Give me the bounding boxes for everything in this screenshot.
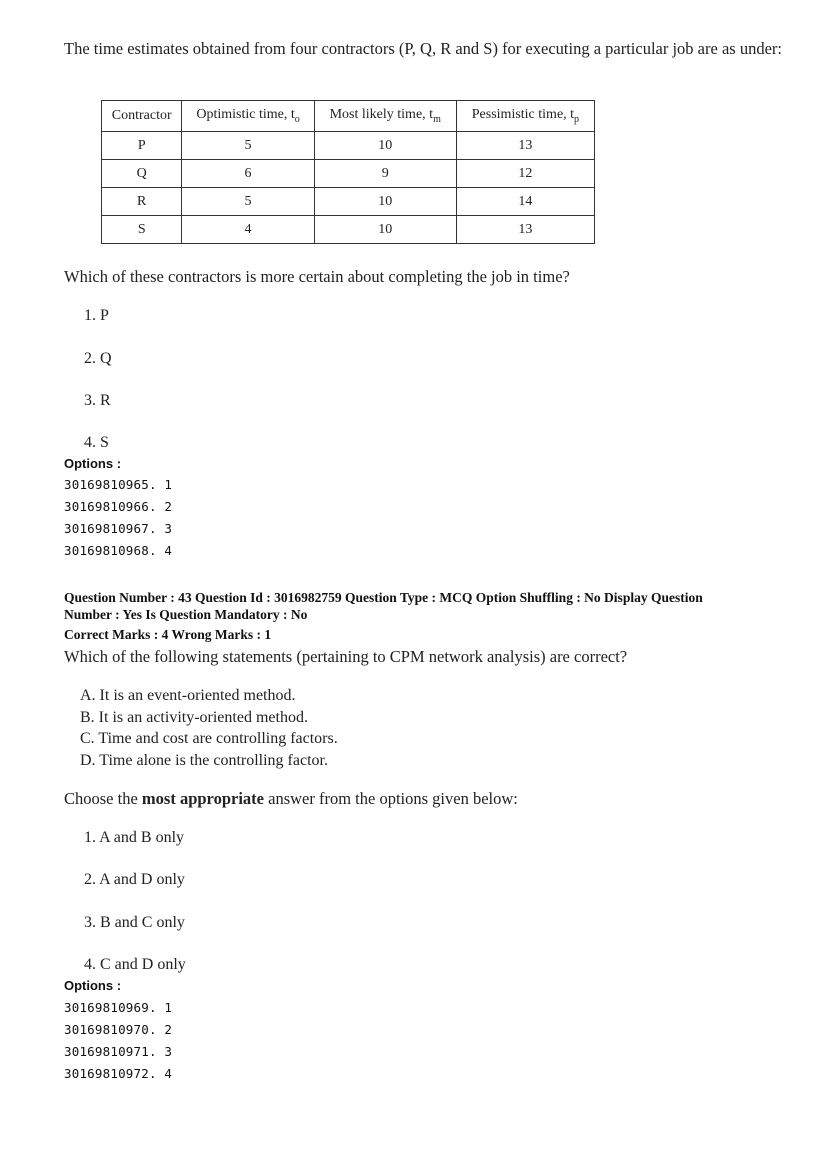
answer-choice-1: 1. A and B only	[84, 829, 185, 846]
cell-most-likely: 9	[314, 160, 456, 188]
cell-pessimistic: 12	[456, 160, 594, 188]
options-label: Options :	[64, 978, 122, 993]
option-id: 30169810971. 3	[64, 1044, 173, 1059]
choose-instruction: Choose the most appropriate answer from the options given below:	[64, 789, 518, 808]
question-text: Which of the following statements (pertaining to CPM network analysis) are correct?	[64, 647, 628, 666]
marks-line: Correct Marks : 4 Wrong Marks : 1	[64, 627, 272, 642]
cell-pessimistic: 14	[456, 188, 594, 216]
col-header-optimistic: Optimistic time, $t_o$	[182, 101, 314, 132]
col-header-pessimistic: Pessimistic time, $t_p$	[456, 101, 594, 132]
cell-pessimistic: 13	[456, 132, 594, 160]
answer-choice-4: 4. C and D only	[84, 956, 186, 973]
cell-most-likely: 10	[314, 216, 456, 244]
table-row	[102, 160, 595, 188]
statement-a: A. It is an event-oriented method.	[80, 687, 296, 704]
cell-contractor: S	[102, 216, 182, 244]
table-row	[102, 216, 595, 244]
statement-list	[80, 685, 338, 771]
options-label: Options :	[64, 456, 122, 471]
statement-c: C. Time and cost are controlling factors.	[80, 730, 338, 747]
answer-choice-2: 2. A and D only	[84, 871, 185, 888]
cell-optimistic: 6	[182, 160, 314, 188]
question-intro: The time estimates obtained from four contractors (P, Q, R and S) for executing a particular job are as under:	[64, 39, 782, 58]
cell-most-likely: 10	[314, 188, 456, 216]
col-header-contractor: Contractor	[102, 101, 182, 132]
statement-b: B. It is an activity-oriented method.	[80, 708, 308, 726]
answer-choice-2: 2. Q	[84, 350, 112, 367]
option-id: 30169810969. 1	[64, 1000, 173, 1015]
cell-optimistic: 4	[182, 216, 314, 244]
option-id: 30169810966. 2	[64, 499, 173, 514]
cell-optimistic: 5	[182, 188, 314, 216]
cell-contractor: P	[102, 132, 182, 160]
option-id: 30169810968. 4	[64, 543, 173, 558]
cell-contractor: R	[102, 188, 182, 216]
option-id: 30169810970. 2	[64, 1022, 173, 1037]
question-meta-line-2: Number : Yes Is Question Mandatory : No	[64, 607, 308, 622]
cell-contractor: Q	[102, 160, 182, 188]
answer-choice-3: 3. B and C only	[84, 914, 185, 931]
col-header-most-likely: Most likely time, $t_m$	[314, 101, 456, 132]
table-header-row	[102, 101, 595, 132]
question-meta	[64, 589, 784, 623]
cell-optimistic: 5	[182, 132, 314, 160]
option-id: 30169810972. 4	[64, 1066, 173, 1081]
answer-choice-1: 1. P	[84, 307, 109, 324]
cell-pessimistic: 13	[456, 216, 594, 244]
cell-most-likely: 10	[314, 132, 456, 160]
question-text: Which of these contractors is more certain about completing the job in time?	[64, 267, 570, 286]
time-estimates-table	[101, 100, 595, 244]
statement-d: D. Time alone is the controlling factor.	[80, 751, 328, 769]
option-id: 30169810967. 3	[64, 521, 173, 536]
answer-choice-3: 3. R	[84, 392, 111, 409]
question-meta-line-1: Question Number : 43 Question Id : 3016982759 Question Type : MCQ Option Shuffling : No Display Question	[64, 590, 703, 605]
answer-choice-4: 4. S	[84, 434, 109, 451]
table-row	[102, 188, 595, 216]
option-id: 30169810965. 1	[64, 477, 173, 492]
table-row	[102, 132, 595, 160]
